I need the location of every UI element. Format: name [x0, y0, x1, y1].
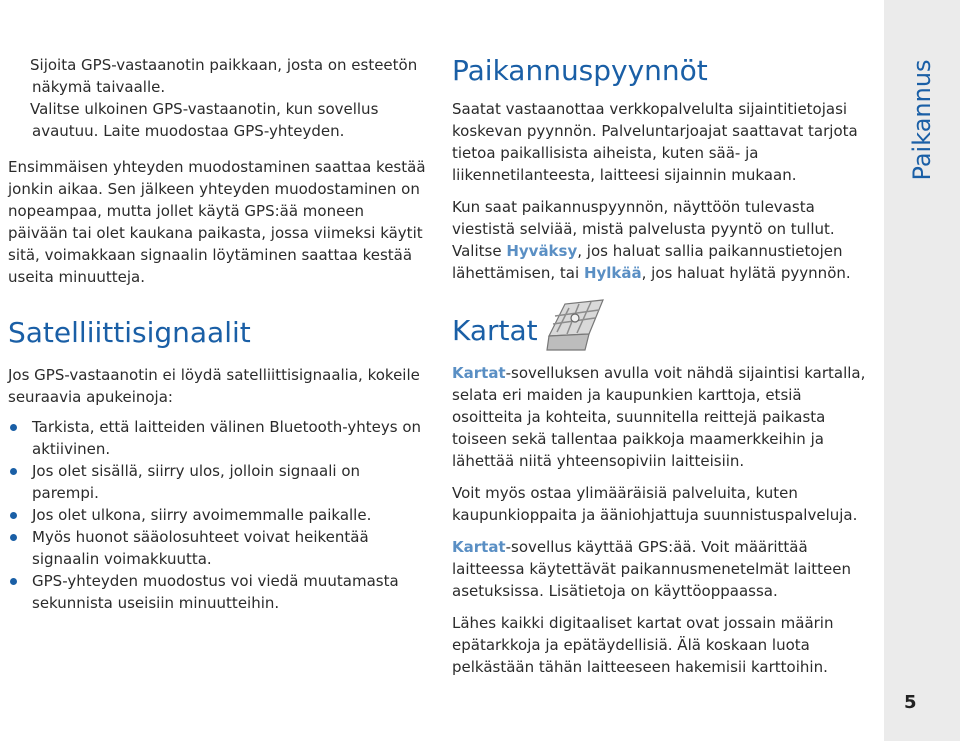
section-heading-positioning-requests: Paikannuspyynnöt — [452, 54, 708, 87]
chapter-label: Paikannus — [908, 59, 936, 181]
requests-paragraph: Saatat vastaanottaa verkkopalvelulta sijaintitietojasi koskevan pyynnön. Palveluntarjoajat saattavat tarjota tietoa paikallisista aiheista, kuten sää- ja liikennetilanteesta, laitteesi sijainnin mukaan. — [452, 100, 858, 184]
step-text: Valitse ulkoinen GPS-vastaanotin, kun sovellus avautuu. Laite muodostaa GPS-yhteyden. — [30, 100, 379, 140]
bullet-text: Jos olet ulkona, siirry avoimemmalle paikalle. — [32, 506, 372, 524]
step-number — [8, 98, 30, 120]
bullet-dot-icon — [10, 578, 17, 585]
maps-services-paragraph: Voit myös ostaa ylimääräisiä palveluita, kuten kaupunkioppaita ja ääniohjattuja suunnistuspalveluja. — [452, 484, 858, 524]
bullet-dot-icon — [10, 512, 17, 519]
bullet-item — [8, 416, 428, 460]
chapter-tab — [884, 60, 960, 180]
bullet-list — [8, 416, 428, 614]
accept-option-label: Hyväksy — [506, 242, 578, 260]
step-text: Sijoita GPS-vastaanotin paikkaan, josta on esteetön näkymä taivaalle. — [30, 56, 418, 96]
bullet-text: Tarkista, että laitteiden välinen Bluetooth-yhteys on aktiivinen. — [32, 418, 421, 458]
requests-choice-paragraph — [452, 196, 872, 284]
bullet-text: Myös huonot sääolosuhteet voivat heikentää signaalin voimakkuutta. — [32, 528, 369, 568]
section-heading-maps: Kartat — [452, 314, 538, 347]
section-heading-satellites: Satelliittisignaalit — [8, 316, 251, 349]
sidebar-strip — [884, 0, 960, 741]
text-segment: , jos haluat sallia paikannustietojen lähettämisen, tai — [452, 242, 843, 282]
step-number — [8, 54, 30, 76]
bullet-text: GPS-yhteyden muodostus voi viedä muutamasta sekunnista useisiin minuutteihin. — [32, 572, 399, 612]
left-column — [8, 54, 428, 614]
bullet-item — [8, 460, 428, 504]
maps-intro-paragraph — [452, 362, 872, 472]
step-item — [8, 98, 428, 142]
text-segment: -sovellus käyttää GPS:ää. Voit määrittää laitteessa käytettävät paikannusmenetelmät laitteen asetuksissa. Lisätietoja on käyttöoppaassa. — [452, 538, 852, 600]
bullet-dot-icon — [10, 534, 17, 541]
reject-option-label: Hylkää — [583, 264, 642, 282]
bullet-item — [8, 504, 428, 526]
steps-list — [8, 54, 428, 142]
bullet-dot-icon — [10, 468, 17, 475]
maps-app-name: Kartat — [452, 538, 506, 556]
maps-accuracy-paragraph: Lähes kaikki digitaaliset kartat ovat jossain määrin epätarkkoja ja epätäydellisiä. Älä koskaan luota pelkästään tähän laitteeseen hakemisii karttoihin. — [452, 614, 834, 676]
bullet-dot-icon — [10, 424, 17, 431]
text-segment: , jos haluat hylätä pyynnön. — [641, 264, 851, 282]
bullet-item — [8, 526, 428, 570]
page-number: 5 — [904, 692, 917, 713]
maps-app-name: Kartat — [452, 364, 506, 382]
right-column — [452, 54, 872, 678]
maps-gps-paragraph — [452, 536, 872, 602]
bullet-text: Jos olet sisällä, siirry ulos, jolloin signaali on parempi. — [32, 462, 361, 502]
maps-app-icon — [545, 296, 607, 354]
text-segment: Kun saat paikannuspyynnön, näyttöön tulevasta viestistä selviää, mistä palvelusta pyyntö on tullut. Valitse — [452, 198, 835, 260]
lead-paragraph: Jos GPS-vastaanotin ei löydä satelliittisignaalia, kokeile seuraavia apukeinoja: — [8, 366, 420, 406]
bullet-item — [8, 570, 428, 614]
step-item — [8, 54, 428, 98]
text-segment: -sovelluksen avulla voit nähdä sijaintisi kartalla, selata eri maiden ja kaupunkien karttoja, etsiä osoitteita ja kohteita, suunnitella reittejä paikasta toiseen sekä tallentaa paikkoja maamerkkeihin ja lähettää niitä yhteensopiviin laitteisiin. — [452, 364, 866, 470]
intro-paragraph: Ensimmäisen yhteyden muodostaminen saattaa kestää jonkin aikaa. Sen jälkeen yhteyden muodostaminen on nopeampaa, mutta jollet käytä GPS:ää moneen päivään tai olet kaukana paikasta, jossa viimeksi käytit sitä, voimakkaan signaalin löytäminen saattaa kestää useita minuutteja. — [8, 158, 426, 286]
